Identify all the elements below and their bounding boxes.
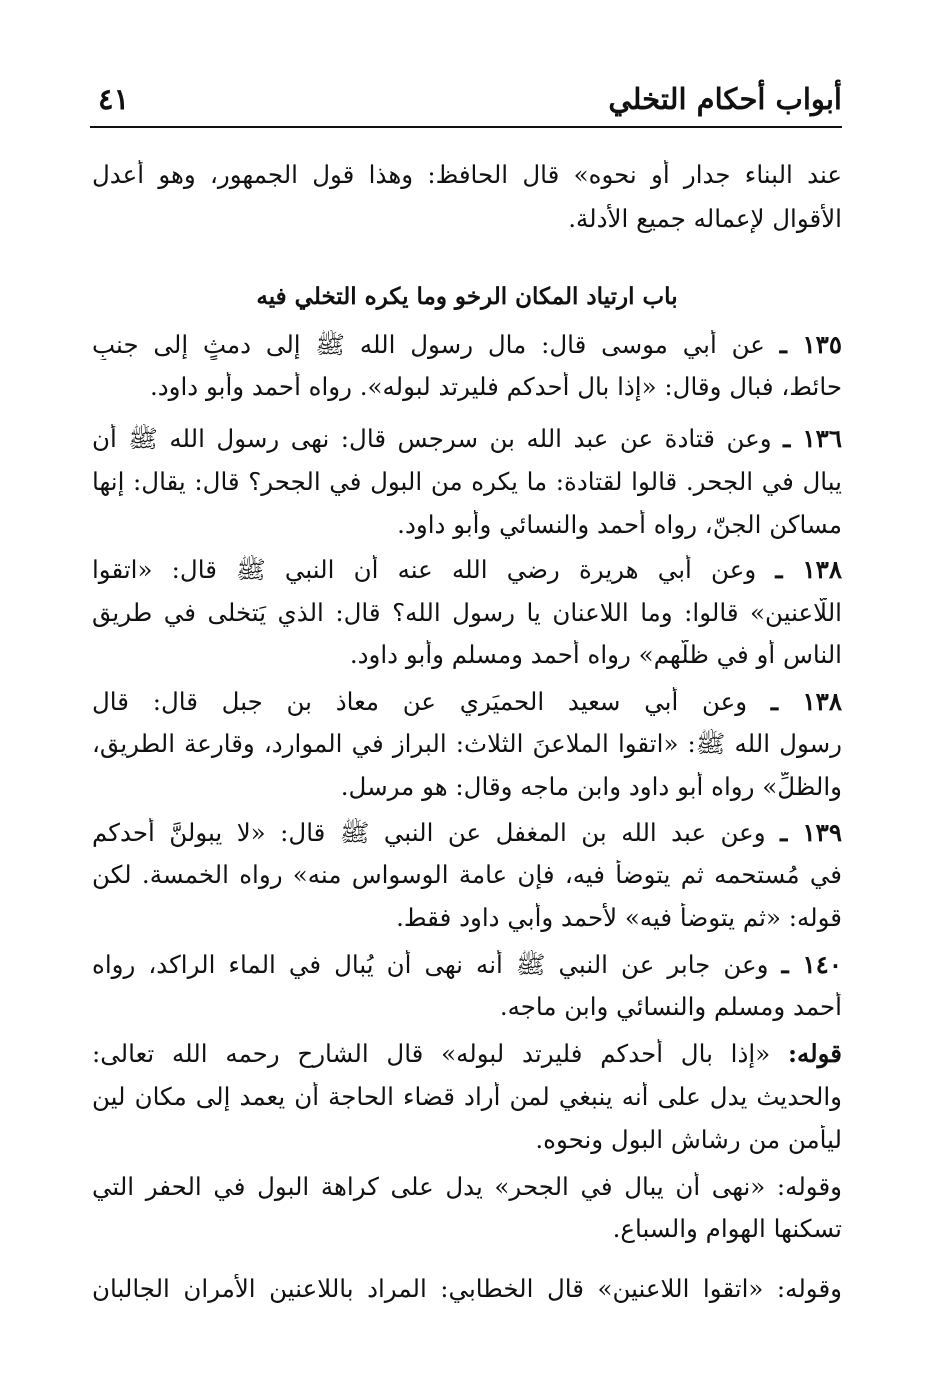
hadith-number: ١٣٨ ـ bbox=[775, 555, 842, 584]
text-line: مساكن الجنّ، رواه أحمد والنسائي وأبو داود. bbox=[397, 510, 842, 539]
text-line: وقوله: «نهى أن يبال في الجحر» يدل على كراهة البول في الحفر التي bbox=[92, 1172, 842, 1201]
hadith-number: ١٣٨ ـ bbox=[770, 687, 842, 716]
text-line: رسول الله ﷺ: «اتقوا الملاعنَ الثلاث: البراز في الموارد، وقارعة الطريق، bbox=[92, 729, 842, 758]
page-header bbox=[90, 78, 842, 128]
hadith-line: ١٣٩ ـ وعن عبد الله بن المغفل عن النبي ﷺ قال: «لا يبولنَّ أحدكم bbox=[92, 818, 842, 847]
hadith-number: ١٣٥ ـ bbox=[779, 330, 842, 359]
hadith-line: ١٣٦ ـ وعن قتادة عن عبد الله بن سرجس قال: نهى رسول الله ﷺ أن bbox=[92, 424, 842, 453]
text-line: الأقوال لإعماله جميع الأدلة. bbox=[568, 204, 842, 233]
commentary-lead: قوله: bbox=[787, 1039, 842, 1068]
hadith-line: ١٣٨ ـ وعن أبي هريرة رضي الله عنه أن النبي ﷺ قال: «اتقوا bbox=[92, 555, 842, 584]
hadith-line: ١٣٨ ـ وعن أبي سعيد الحميَري عن معاذ بن جبل قال: قال bbox=[92, 687, 842, 716]
hadith-line: ١٤٠ ـ وعن جابر عن النبي ﷺ أنه نهى أن يُبال في الماء الراكد، رواه bbox=[92, 950, 842, 979]
text-line: عند البناء جدار أو نحوه» قال الحافظ: وهذا قول الجمهور، وهو أعدل bbox=[92, 160, 842, 189]
text-line: اللّاعنين» قالوا: وما اللاعنان يا رسول الله؟ قال: الذي يَتخلى في طريق bbox=[92, 598, 842, 627]
text-line: تسكنها الهوام والسباع. bbox=[612, 1214, 842, 1243]
text-line: ليأمن من رشاش البول ونحوه. bbox=[535, 1125, 842, 1154]
commentary-line: قوله: «إذا بال أحدكم فليرتد لبوله» قال الشارح رحمه الله تعالى: bbox=[92, 1039, 842, 1068]
text-line: أحمد ومسلم والنسائي وابن ماجه. bbox=[499, 992, 842, 1021]
text-line: قوله: «ثم يتوضأ فيه» لأحمد وأبي داود فقط. bbox=[396, 903, 842, 932]
page-header-title: أبواب أحكام التخلي bbox=[608, 82, 842, 116]
text-line: وقوله: «اتقوا اللاعنين» قال الخطابي: المراد باللاعنين الأمران الجالبان bbox=[92, 1274, 842, 1303]
text-line: في مُستحمه ثم يتوضأ فيه، فإن عامة الوسواس منه» رواه الخمسة. لكن bbox=[92, 860, 842, 889]
section-heading: باب ارتياد المكان الرخو وما يكره التخلي فيه bbox=[256, 283, 678, 310]
text-line: والظلِّ» رواه أبو داود وابن ماجه وقال: هو مرسل. bbox=[340, 772, 842, 801]
hadith-number: ١٤٠ ـ bbox=[781, 950, 842, 979]
hadith-number: ١٣٦ ـ bbox=[783, 424, 842, 453]
hadith-line: ١٣٥ ـ عن أبي موسى قال: مال رسول الله ﷺ إلى دمثٍ إلى جنبِ bbox=[92, 330, 842, 359]
text-line: والحديث يدل على أنه ينبغي لمن أراد قضاء الحاجة أن يعمد إلى مكان لين bbox=[92, 1082, 842, 1111]
text-line: حائط، فبال وقال: «إذا بال أحدكم فليرتد لبوله». رواه أحمد وأبو داود. bbox=[149, 372, 842, 401]
page-number: ٤١ bbox=[98, 82, 130, 116]
hadith-number: ١٣٩ ـ bbox=[780, 818, 842, 847]
text-line: الناسِ أو في ظلّهم» رواه أحمد ومسلم وأبو داود. bbox=[349, 640, 842, 669]
text-line: يبال في الجحر. قالوا لقتادة: ما يكره من البول في الجحر؟ قال: يقال: إنها bbox=[92, 467, 842, 496]
